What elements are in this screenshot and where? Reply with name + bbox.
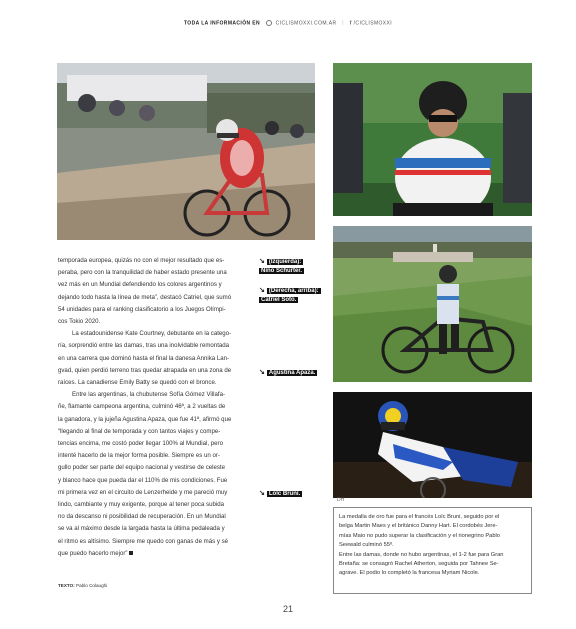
header-facebook[interactable]: /CICLISMOXXI — [353, 20, 393, 27]
body-line: la ganadora, y la jujeña Agustina Apaza, que fue 41ª, afirmó que — [58, 415, 232, 423]
body-line: ñe, flamante campeona argentina, culminó 46ª, a 2 vueltas de — [58, 403, 226, 411]
header-bar — [0, 20, 576, 26]
credit-name: Pablo Colaughi — [76, 583, 108, 588]
body-line: La estadounidense Kate Courtney, debutante en la catego- — [72, 330, 232, 338]
body-line: el ritmo es altísimo. Siempre me quedo con ganas de más y sé — [58, 537, 229, 545]
photo-agustina-apaza — [333, 226, 532, 382]
caption-label: Catriel Soto. — [261, 297, 297, 303]
web-icon — [266, 20, 272, 26]
arrow-icon: ↘ — [259, 258, 265, 265]
box-line: Seewald culminó 55º. — [339, 542, 394, 549]
photo-tag: DH — [337, 497, 345, 503]
body-line: no da descanso ni posibilidad de recuperación. En un Mundial — [58, 513, 226, 521]
body-line: que puedo hacerlo mejor” — [58, 549, 128, 557]
body-line: en una carrera que dominó hasta el final la danesa Annika Lan- — [58, 354, 230, 362]
body-line: dejando todo hasta la línea de meta”, destacó Catriel, que sumó — [58, 293, 232, 301]
body-line: se va al máximo desde la largada hasta la última pedaleada y — [58, 525, 225, 533]
body-line: Entre las argentinas, la chubutense Sofía Gómez Villafa- — [72, 391, 225, 399]
body-line: mi primera vez en el circuito de Lenzerheide y me pareció muy — [58, 488, 228, 496]
header-lead: TODA LA INFORMACIÓN EN — [183, 20, 261, 27]
facebook-icon: f — [349, 20, 352, 27]
body-line: raíces. La canadiense Emily Batty se quedó con el bronce. — [58, 379, 217, 387]
box-line: Bretaña: se consagró Rachel Atherton, seguida por Tahnee Se- — [339, 561, 499, 568]
caption-agustina-apaza — [259, 368, 317, 378]
page-number: 21 — [282, 604, 293, 614]
body-line: temporada europea, quizás no con el mejor resultado que es- — [58, 257, 225, 264]
body-line: intenté hacerlo de la mejor forma posible. Siempre es un or- — [58, 452, 220, 460]
caption-label: (Izquierda): — [268, 259, 302, 265]
box-line: agrave. El podio lo completó la francesa Myriam Nicole. — [339, 570, 480, 577]
body-line-last — [58, 548, 252, 560]
body-line: “llegando al final de temporada y con tantos viajes y compe- — [58, 427, 221, 435]
photo-catriel-soto — [333, 63, 532, 216]
body-line: cos Tokio 2020. — [58, 318, 101, 326]
body-line: vez más en un Mundial defendiendo los colores argentinos y — [58, 281, 222, 289]
dh-summary-box — [333, 507, 532, 594]
box-line: La medalla de oro fue para el francés Loïc Bruni, seguido por el — [339, 514, 500, 520]
header-separator: | — [342, 20, 344, 27]
body-line: peraba, pero con la tranquilidad de haber estado presente una — [58, 269, 227, 277]
end-mark-icon — [129, 551, 133, 555]
caption-nino-schurter — [259, 257, 304, 276]
body-line: 54 unidades para el ranking clasificatorio a los Juegos Olímpi- — [58, 305, 226, 313]
header-web[interactable]: CICLISMOXXI.COM.AR — [275, 20, 337, 27]
caption-label: Agustina Apaza. — [268, 370, 316, 376]
caption-loic-bruni — [259, 489, 302, 499]
article-body — [58, 255, 252, 560]
box-line: Entre las damas, donde no hubo argentinas, el 1-2 fue para Gran — [339, 551, 504, 558]
box-line: mías Maio no pudo superar la clasificación y el rionegrino Pablo — [339, 532, 500, 539]
body-line: tencias encima, me costó poder llegar 100% al Mundial, pero — [58, 440, 223, 448]
caption-label: Nino Schurter. — [261, 268, 303, 274]
body-line: lindo, cambiante y muy exigente, porque al tener poca subida — [58, 501, 224, 509]
box-line: belga Martin Maes y el británico Danny Hart. El cordobés Jere- — [339, 523, 498, 530]
body-line: gullo poder ser parte del equipo nacional y vestirse de celeste — [58, 464, 226, 472]
body-line: ría, sorprendió entre las damas, tras una inolvidable remontada — [58, 342, 230, 350]
body-line: y blanco hace que pueda dar el 110% de mis condiciones. Fue — [58, 476, 228, 484]
arrow-icon: ↘ — [259, 287, 265, 294]
caption-catriel-soto — [259, 286, 321, 305]
photo-nino-schurter — [57, 63, 315, 240]
credit-label: TEXTO: — [58, 583, 75, 588]
body-line: gvad, quien perdió terreno tras quedar atrapada en una zona de — [58, 366, 232, 374]
caption-label: Loïc Bruni. — [268, 491, 301, 497]
caption-label: (Derecha, arriba): — [268, 288, 319, 294]
arrow-icon: ↘ — [259, 490, 265, 497]
arrow-icon: ↘ — [259, 369, 265, 376]
photo-loic-bruni — [333, 392, 532, 498]
text-credit — [58, 583, 107, 588]
